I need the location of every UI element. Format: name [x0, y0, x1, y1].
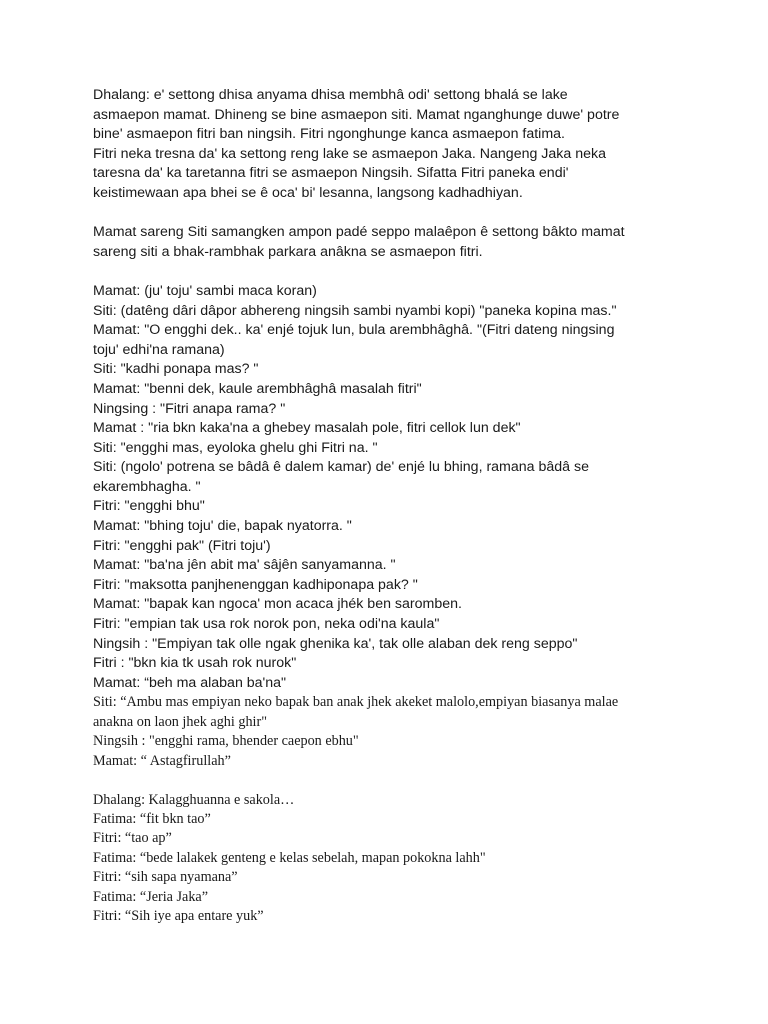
dialogue-line: Mamat: "bapak kan ngoca' mon acaca jhék ben saromben.: [93, 596, 462, 613]
setting-paragraph: [93, 223, 733, 262]
text-line: sareng siti a bhak-rambhak parkara anâkna se asmaepon fitri.: [93, 243, 483, 260]
dialogue-line: Ningsing : "Fitri anapa rama? ": [93, 400, 286, 417]
dialogue-line: ekarembhagha. ": [93, 478, 201, 495]
dialogue-line: Fitri: "engghi bhu": [93, 498, 205, 515]
dialogue-block-1: [93, 282, 733, 693]
dialogue-line: Mamat: "O engghi dek.. ka' enjé tojuk lun, bula arembhâghâ. "(Fitri dateng ningsing: [93, 322, 615, 339]
text-line: bine' asmaepon fitri ban ningsih. Fitri ngonghunge kanca asmaepon fatima.: [93, 126, 565, 143]
dialogue-line: Siti: "kadhi ponapa mas? ": [93, 361, 259, 378]
dialogue-line: Fitri: “sih sapa nyamana”: [93, 869, 238, 886]
text-line: asmaepon mamat. Dhineng se bine asmaepon siti. Mamat nganghunge duwe' potre: [93, 106, 620, 123]
dialogue-line: Siti: (ngolo' potrena se bâdâ ê dalem kamar) de' enjé lu bhing, ramana bâdâ se: [93, 459, 589, 476]
dialogue-block-2: [93, 693, 733, 771]
dialogue-line: Siti: (datêng dâri dâpor abhereng ningsih sambi nyambi kopi) "paneka kopina mas.": [93, 302, 617, 319]
dialogue-line: Mamat: "bhing toju' die, bapak nyatorra. ": [93, 518, 352, 535]
paragraph-gap: [93, 204, 733, 224]
text-line: Mamat sareng Siti samangken ampon padé seppo malaêpon ê settong bâkto mamat: [93, 224, 625, 241]
paragraph-gap: [93, 771, 733, 791]
dialogue-line: anakna on laon jhek aghi ghir": [93, 713, 268, 730]
dialogue-line: Mamat : "ria bkn kaka'na a ghebey masalah pole, fitri cellok lun dek": [93, 420, 521, 437]
dialogue-line: Ningsih : "engghi rama, bhender caepon ebhu": [93, 733, 359, 750]
dialogue-line: Fitri: “tao ap”: [93, 830, 172, 847]
dialogue-line: Fitri: "empian tak usa rok norok pon, neka odi'na kaula": [93, 616, 440, 633]
dialogue-line: Fatima: “Jeria Jaka”: [93, 888, 209, 905]
dialogue-line: Siti: “Ambu mas empiyan neko bapak ban anak jhek akeket malolo,empiyan biasanya malae: [93, 694, 619, 711]
dialogue-line: Mamat: "benni dek, kaule arembhâghâ masalah fitri": [93, 380, 422, 397]
intro-paragraph: [93, 86, 733, 204]
text-line: Fitri neka tresna da' ka settong reng lake se asmaepon Jaka. Nangeng Jaka neka: [93, 145, 606, 162]
dialogue-line: Mamat: "ba'na jên abit ma' sâjên sanyamanna. ": [93, 557, 396, 574]
dialogue-line: Mamat: (ju' toju' sambi maca koran): [93, 282, 317, 299]
document-page: [93, 86, 733, 926]
dialogue-line: Dhalang: Kalagghuanna e sakola…: [93, 791, 295, 808]
text-line: Dhalang: e' settong dhisa anyama dhisa membhâ odi' settong bhalá se lake: [93, 87, 568, 103]
dialogue-line: Fatima: “bede lalakek genteng e kelas sebelah, mapan pokokna lahh": [93, 849, 486, 866]
dialogue-line: Fitri: "maksotta panjhenenggan kadhiponapa pak? ": [93, 576, 418, 593]
scene-2-block: [93, 791, 733, 927]
dialogue-line: Fatima: “fit bkn tao”: [93, 811, 211, 828]
paragraph-gap: [93, 262, 733, 282]
text-line: taresna da' ka taretanna fitri se asmaepon Ningsih. Sifatta Fitri paneka endi': [93, 165, 569, 182]
dialogue-line: Mamat: “ Astagfirullah”: [93, 752, 231, 769]
dialogue-line: Mamat: “beh ma alaban ba'na": [93, 674, 287, 691]
dialogue-line: Siti: "engghi mas, eyoloka ghelu ghi Fitri na. ": [93, 439, 378, 456]
text-line: keistimewaan apa bhei se ê oca' bi' lesanna, langsong kadhadhiyan.: [93, 184, 523, 201]
dialogue-line: Ningsih : "Empiyan tak olle ngak ghenika ka', tak olle alaban dek reng seppo": [93, 635, 578, 652]
dialogue-line: Fitri: “Sih iye apa entare yuk”: [93, 908, 264, 925]
dialogue-line: Fitri: "engghi pak" (Fitri toju'): [93, 537, 271, 554]
dialogue-line: toju' edhi'na ramana): [93, 341, 225, 358]
dialogue-line: Fitri : "bkn kia tk usah rok nurok": [93, 655, 297, 672]
